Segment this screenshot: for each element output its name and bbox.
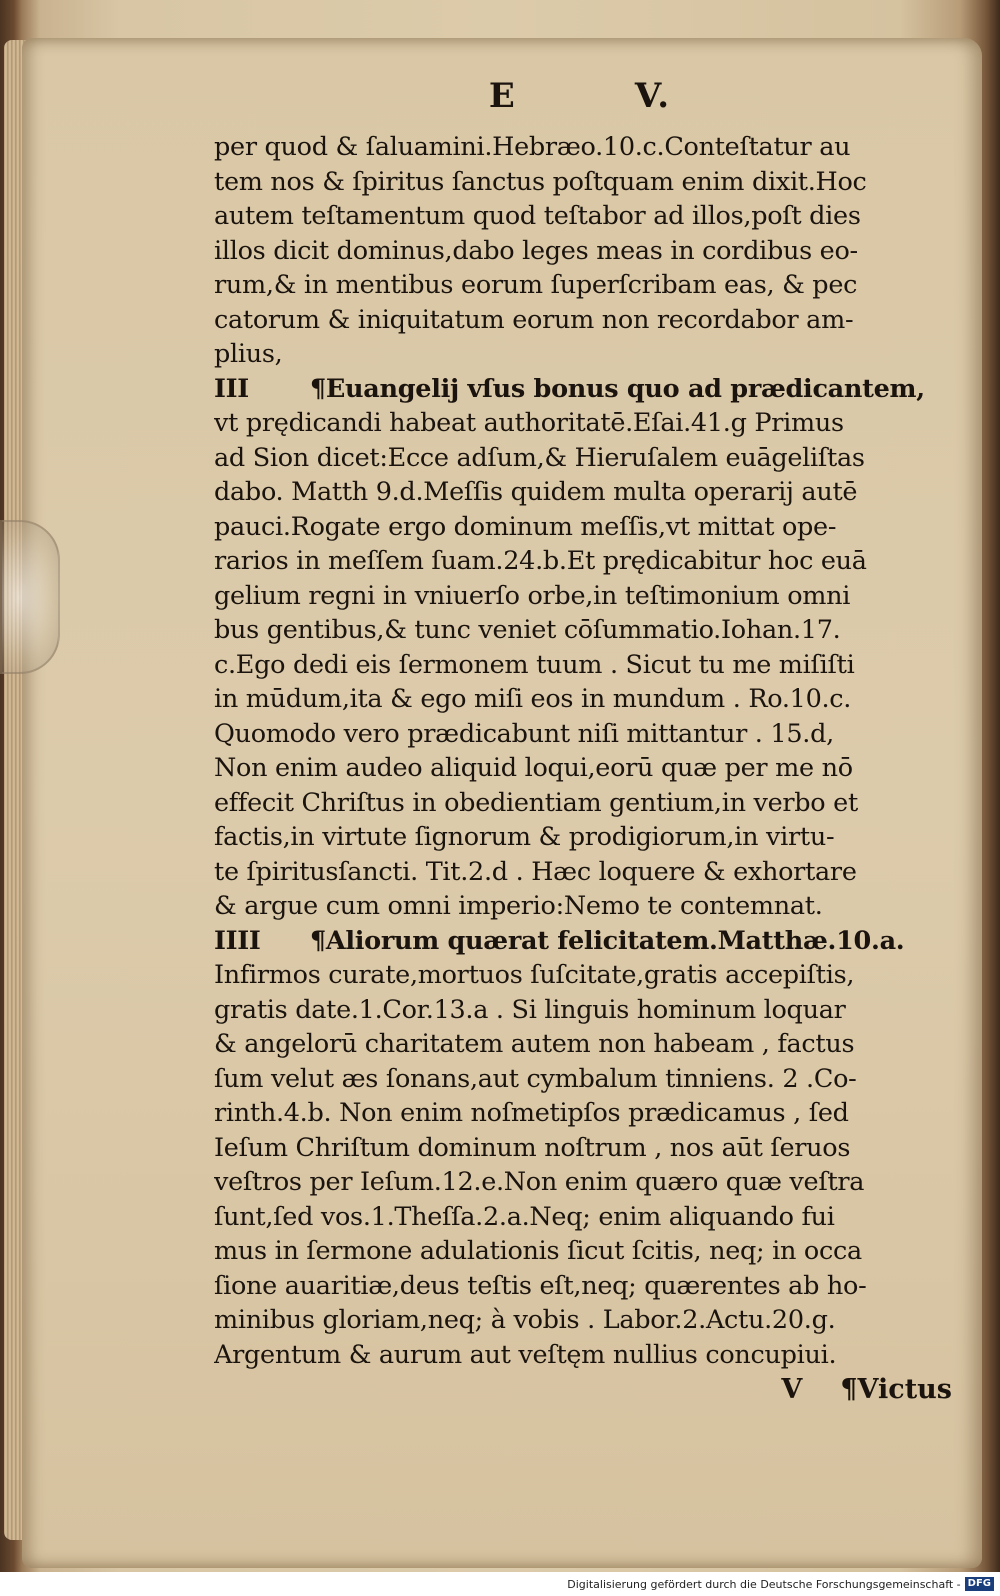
catchword: ¶Victus xyxy=(840,1374,952,1405)
text-line: ſunt,ſed vos.1.Theſſa.2.a.Neq; enim aliquando fui xyxy=(214,1201,835,1232)
text-line: autem teſtamentum quod teſtabor ad illos,poſt dies xyxy=(214,201,861,231)
text-line: Infirmos curate,mortuos ſuſcitate,gratis accepiſtis, xyxy=(214,960,855,990)
dfg-logo: DFG xyxy=(965,1577,994,1591)
section-4-first-line xyxy=(214,924,956,959)
book-clasp xyxy=(0,520,60,674)
text-line: Non enim audeo aliquid loqui,eorū quæ per me nō xyxy=(214,753,853,783)
text-line: effecit Chriſtus in obedientiam gentium,in verbo et xyxy=(214,787,858,818)
text-block xyxy=(214,74,956,1408)
text-line: Ieſum Chriſtum dominum noſtrum , nos aūt ſeruos xyxy=(214,1132,851,1163)
text-line: in mūdum,ita & ego miſi eos in mundum . Ro.10.c. xyxy=(214,684,852,714)
text-line: rinth.4.b. Non enim noſmetipſos prædicamus , ſed xyxy=(214,1098,849,1128)
footer-credit: Digitalisierung gefördert durch die Deutsche Forschungsgemeinschaft - xyxy=(567,1577,961,1591)
catchword-number: V xyxy=(781,1374,803,1405)
section-3-first-line xyxy=(214,372,956,407)
text-line: factis,in virtute ſignorum & prodigiorum,in virtu- xyxy=(214,822,835,852)
header-signature: E xyxy=(488,76,517,116)
section-number: IIII xyxy=(214,925,261,956)
text-line: rum,& in mentibus eorum ſuperſcribam eas, & pec xyxy=(214,270,858,300)
text-line: bus gentibus,& tunc veniet cōſummatio.Iohan.17. xyxy=(214,615,841,645)
text-line: catorum & iniquitatum eorum non recordabor am- xyxy=(214,304,854,335)
text-line: ad Sion dicet:Ecce adſum,& Hieruſalem euāgeliſtas xyxy=(214,442,865,473)
text-line: vt prędicandi habeat authoritatē.Eſai.41.g Primus xyxy=(214,408,844,438)
text-line: & angelorū charitatem autem non habeam , factus xyxy=(214,1029,855,1059)
text-line: veſtros per Ieſum.12.e.Non enim quæro quæ veſtra xyxy=(214,1167,865,1197)
text-line: ſum velut æs ſonans,aut cymbalum tinniens. 2 .Co- xyxy=(214,1063,857,1094)
page-header xyxy=(204,74,956,130)
text-line: rarios in meſſem ſuam.24.b.Et prędicabitur hoc euā xyxy=(214,546,867,576)
digitization-footer xyxy=(0,1572,1000,1596)
text-line: c.Ego dedi eis ſermonem tuum . Sicut tu me miſiſti xyxy=(214,649,855,680)
text-line: gratis date.1.Cor.13.a . Si linguis hominum loquar xyxy=(214,994,846,1025)
text-line: Quomodo vero prædicabunt niſi mittantur . 15.d, xyxy=(214,718,834,749)
text-line: & argue cum omni imperio:Nemo te contemnat. xyxy=(214,891,823,921)
text-line: tem nos & ſpiritus ſanctus poſtquam enim dixit.Hoc xyxy=(214,166,867,197)
text-line: ſione auaritiæ,deus teſtis eſt,neq; quærentes ab ho- xyxy=(214,1270,867,1301)
text-line: mus in ſermone adulationis ſicut ſcitis, neq; in occa xyxy=(214,1236,862,1266)
text-line: dabo. Matth 9.d.Meſſis quidem multa operarij autē xyxy=(214,477,858,507)
catchword-line xyxy=(214,1372,956,1408)
text-line: plius, xyxy=(214,339,283,369)
section-number: III xyxy=(214,373,249,404)
section-3-heading: ¶Euangelij vſus bonus quo ad prædicantem, xyxy=(310,373,925,404)
text-line: gelium regni in vniuerſo orbe,in teſtimonium omni xyxy=(214,580,851,611)
text-line: minibus gloriam,neq; à vobis . Labor.2.Actu.20.g. xyxy=(214,1305,836,1335)
text-line: illos dicit dominus,dabo leges meas in cordibus eo- xyxy=(214,235,858,266)
text-line: pauci.Rogate ergo dominum meſſis,vt mittat ope- xyxy=(214,511,837,542)
text-line: per quod & ſaluamini.Hebræo.10.c.Conteſtatur au xyxy=(214,132,851,162)
header-folio: V. xyxy=(634,76,672,116)
text-line: Argentum & aurum aut veſtęm nullius concupiui. xyxy=(214,1339,837,1370)
section-4-heading: ¶Aliorum quærat felicitatem.Matthæ.10.a. xyxy=(310,925,905,956)
text-line: te ſpiritusſancti. Tit.2.d . Hæc loquere & exhortare xyxy=(214,856,857,887)
